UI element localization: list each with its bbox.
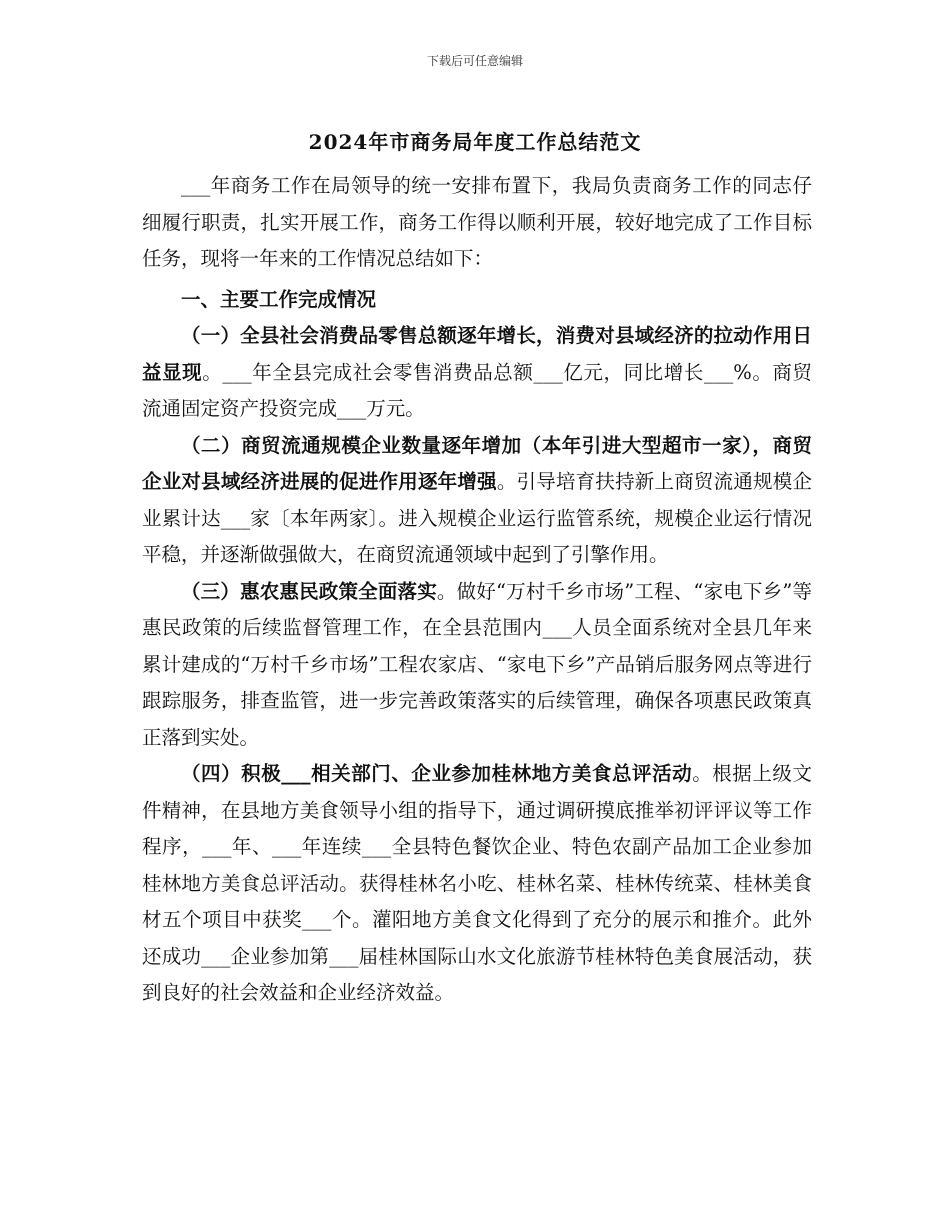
section-heading: 一、主要工作完成情况: [181, 287, 377, 311]
intro-paragraph: ___年商务工作在局领导的统一安排布置下，我局负责商务工作的同志仔细履行职责，扎实开展工作，商务工作得以顺利开展，较好地完成了工作目标任务，现将一年来的工作情况总结如下：: [142, 174, 812, 270]
paragraph-3-text: 。做好“万村千乡市场”工程、“家电下乡”等惠民政策的后续监督管理工作，在全县范围内___人员全面系统对全县几年来累计建成的“万村千乡市场”工程农家店、“家电下乡”产品销后服务网点等进行跟踪服务，排查监管，进一步完善政策落实的后续管理，确保各项惠民政策真正落到实处。: [142, 579, 812, 749]
paragraph-1-heading: （一）全县社会消费品零售总额逐年增长，消费对县域经济的拉动作用日益显现: [142, 324, 812, 384]
paragraph-4: [142, 756, 812, 1012]
page-header-note: 下载后可任意编辑: [426, 54, 523, 68]
paragraph-1: [142, 318, 812, 428]
document-body: [142, 168, 812, 1012]
paragraph-1-text: 。___年全县完成社会零售消费品总额___亿元，同比增长___%。商贸流通固定资产投资完成___万元。: [142, 360, 812, 420]
paragraph-2: [142, 428, 812, 574]
paragraph-3: [142, 574, 812, 757]
paragraph-4-heading: （四）积极___相关部门、企业参加桂林地方美食总评活动: [181, 762, 693, 785]
paragraph-2-heading: （二）商贸流通规模企业数量逐年增加（本年引进大型超市一家），商贸企业对县域经济进展的促进作用逐年增强: [142, 433, 812, 493]
paragraph-4-text: 。根据上级文件精神，在县地方美食领导小组的指导下，通过调研摸底推举初评评议等工作程序，___年、___年连续___全县特色餐饮企业、特色农副产品加工企业参加桂林地方美食总评活动。获得桂林名小吃、桂林名菜、桂林传统菜、桂林美食材五个项目中获奖___个。灌阳地方美食文化得到了充分的展示和推介。此外还成功___企业参加第___届桂林国际山水文化旅游节桂林特色美食展活动，获到良好的社会效益和企业经济效益。: [142, 762, 812, 1004]
paragraph-3-heading: （三）惠农惠民政策全面落实: [181, 579, 437, 603]
document-title: 2024年市商务局年度工作总结范文: [308, 130, 642, 154]
paragraph-2-text: 。引导培育扶持新上商贸流通规模企业累计达___家〔本年两家〕。进入规模企业运行监管系统，规模企业运行情况平稳，并逐渐做强做大，在商贸流通领域中起到了引擎作用。: [142, 470, 812, 566]
